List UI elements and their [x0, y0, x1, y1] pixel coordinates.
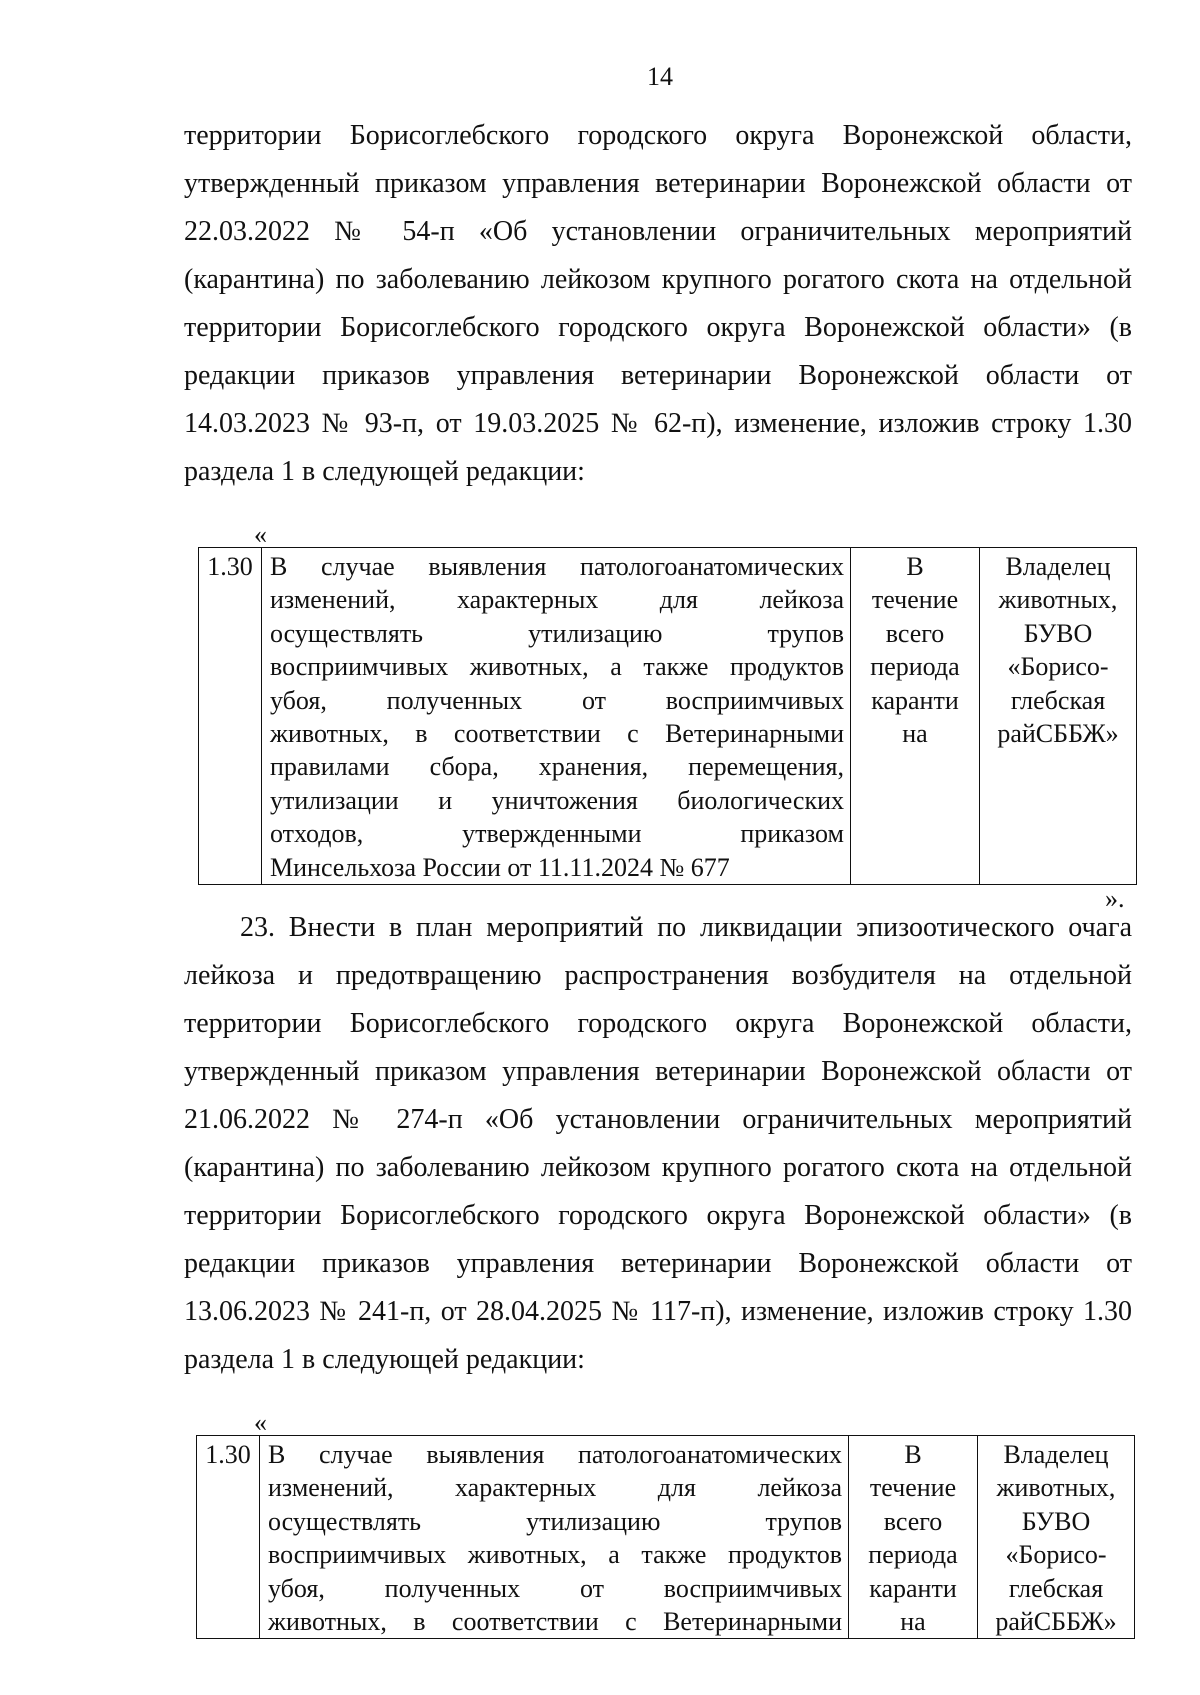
- text-line: территории Борисоглебского городского округа Воронежской области,: [184, 120, 1132, 151]
- paragraph-amendment-23: [184, 904, 1132, 1384]
- text-line: убоя, полученных от восприимчивых: [270, 685, 844, 715]
- text-line: отходов, утвержденными приказом: [270, 819, 844, 849]
- text-line: правилами сбора, хранения, перемещения,: [270, 752, 844, 782]
- term-line: каранти: [871, 685, 959, 715]
- text-line: животных, в соответствии с Ветеринарными: [270, 719, 844, 749]
- text-line: 23. Внести в план мероприятий по ликвидации эпизоотического очага: [240, 912, 1132, 943]
- table-row: [197, 1436, 1135, 1639]
- page-number: 14: [647, 62, 673, 91]
- term-line: на: [902, 719, 928, 749]
- responsible-line: «Борисо-: [1007, 652, 1109, 682]
- text-line: В случае выявления патологоанатомических: [270, 552, 844, 581]
- term-line: всего: [885, 618, 945, 648]
- text-line: восприимчивых животных, а также продуктов: [270, 652, 844, 682]
- responsible-line: животных,: [998, 585, 1118, 615]
- table-row: [199, 548, 1137, 885]
- text-line: Минсельхоза России от 11.11.2024 № 677: [270, 852, 730, 882]
- close-quote: ».: [1105, 884, 1125, 913]
- responsible-line: глебская: [1010, 685, 1106, 715]
- responsible-line: глебская: [1008, 1573, 1104, 1603]
- text-line: редакции приказов управления ветеринарии Воронежской области от: [184, 360, 1132, 391]
- text-line: раздела 1 в следующей редакции:: [184, 1344, 585, 1375]
- text-line: 22.03.2022 № 54-п «Об установлении ограничительных мероприятий: [184, 216, 1132, 247]
- measure-text: [260, 1436, 849, 1639]
- text-line: осуществлять утилизацию трупов: [270, 618, 844, 648]
- term-line: на: [900, 1607, 926, 1637]
- paragraph-amendment-22: [184, 112, 1132, 496]
- term-cell: [849, 1436, 978, 1639]
- responsible-line: райСББЖ»: [995, 1607, 1117, 1637]
- text-line: утвержденный приказом управления ветеринарии Воронежской области от: [184, 1056, 1132, 1087]
- text-line: (карантина) по заболеванию лейкозом крупного рогатого скота на отдельной: [184, 264, 1132, 295]
- measure-text: [262, 548, 851, 885]
- amendment-table-2: [196, 1435, 1135, 1639]
- row-number: 1.30: [199, 548, 262, 885]
- open-quote: «: [254, 1408, 267, 1437]
- text-line: (карантина) по заболеванию лейкозом крупного рогатого скота на отдельной: [184, 1152, 1132, 1183]
- term-line: периода: [868, 1540, 958, 1570]
- responsible-line: «Борисо-: [1005, 1540, 1107, 1570]
- row-number: 1.30: [197, 1436, 260, 1639]
- term-line: каранти: [869, 1573, 957, 1603]
- responsible-cell: [978, 1436, 1135, 1639]
- text-line: 13.06.2023 № 241-п, от 28.04.2025 № 117-п), изменение, изложив строку 1.30: [184, 1296, 1132, 1327]
- text-line: 21.06.2022 № 274-п «Об установлении ограничительных мероприятий: [184, 1104, 1132, 1135]
- term-line: В: [904, 1440, 922, 1469]
- text-line: осуществлять утилизацию трупов: [268, 1506, 842, 1536]
- text-line: утвержденный приказом управления ветеринарии Воронежской области от: [184, 168, 1132, 199]
- text-line: убоя, полученных от восприимчивых: [268, 1573, 842, 1603]
- text-line: территории Борисоглебского городского округа Воронежской области,: [184, 1008, 1132, 1039]
- term-line: всего: [883, 1506, 943, 1536]
- text-line: раздела 1 в следующей редакции:: [184, 456, 585, 487]
- responsible-line: райСББЖ»: [997, 719, 1119, 749]
- text-line: утилизации и уничтожения биологических: [270, 785, 844, 815]
- term-line: В: [906, 552, 924, 581]
- text-line: лейкоза и предотвращению распространения возбудителя на отдельной: [184, 960, 1132, 991]
- text-line: восприимчивых животных, а также продуктов: [268, 1540, 842, 1570]
- responsible-line: Владелец: [1005, 552, 1111, 581]
- responsible-line: БУВО: [1023, 618, 1093, 648]
- text-line: редакции приказов управления ветеринарии Воронежской области от: [184, 1248, 1132, 1279]
- text-line: животных, в соответствии с Ветеринарными: [268, 1607, 842, 1637]
- text-line: изменений, характерных для лейкоза: [268, 1473, 842, 1503]
- text-line: территории Борисоглебского городского округа Воронежской области» (в: [184, 312, 1132, 343]
- amendment-table-1: [198, 547, 1137, 885]
- text-line: изменений, характерных для лейкоза: [270, 585, 844, 615]
- term-cell: [851, 548, 980, 885]
- responsible-line: Владелец: [1003, 1440, 1109, 1469]
- text-line: В случае выявления патологоанатомических: [268, 1440, 842, 1469]
- text-line: территории Борисоглебского городского округа Воронежской области» (в: [184, 1200, 1132, 1231]
- responsible-line: животных,: [996, 1473, 1116, 1503]
- open-quote: «: [254, 520, 267, 549]
- responsible-line: БУВО: [1021, 1506, 1091, 1536]
- term-line: течение: [871, 585, 959, 615]
- term-line: периода: [870, 652, 960, 682]
- text-line: 14.03.2023 № 93-п, от 19.03.2025 № 62-п), изменение, изложив строку 1.30: [184, 408, 1132, 439]
- term-line: течение: [869, 1473, 957, 1503]
- responsible-cell: [980, 548, 1137, 885]
